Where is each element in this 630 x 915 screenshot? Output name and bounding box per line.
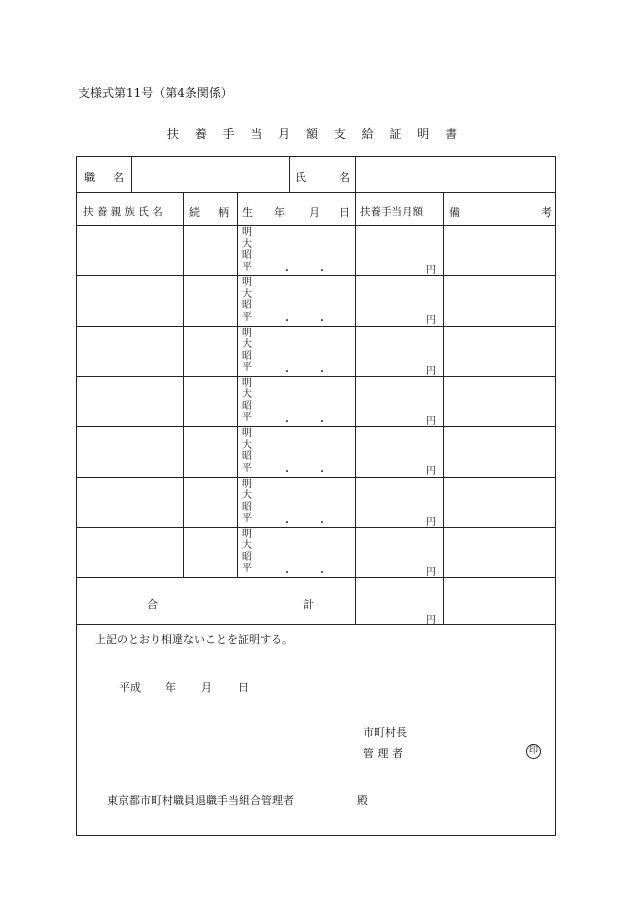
era-option: 明 — [242, 428, 252, 440]
relation-header-char: 柄 — [218, 206, 229, 219]
col-divider — [443, 192, 444, 624]
birthdate-header-char: 年 — [274, 206, 285, 219]
era-option: 昭 — [242, 350, 252, 362]
total-divider — [77, 624, 555, 625]
signer-title-administrator: 管 理 者 — [363, 747, 403, 760]
date-separator: ・ — [317, 266, 327, 277]
era-option: 明 — [242, 377, 252, 389]
row-divider — [77, 275, 555, 276]
date-month-unit: 月 — [201, 681, 212, 694]
yen-unit: 円 — [426, 466, 436, 478]
date-separator: ・ — [282, 567, 292, 579]
era-option: 昭 — [242, 501, 252, 513]
era-option: 平 — [242, 513, 252, 524]
name-label-char: 名 — [339, 171, 350, 184]
date-year-unit: 年 — [165, 681, 176, 694]
date-separator: ・ — [282, 467, 292, 479]
era-option: 平 — [242, 362, 252, 374]
form-number: 支様式第11号（第4条関係） — [78, 86, 233, 100]
row-divider — [77, 192, 555, 193]
col-divider — [289, 157, 290, 192]
era-option: 大 — [242, 238, 252, 250]
addressee-honorific: 殿 — [357, 794, 368, 807]
relation-header-char: 続 — [189, 206, 200, 219]
yen-unit: 円 — [426, 415, 436, 427]
date-separator: ・ — [282, 416, 292, 428]
era-option: 平 — [242, 563, 252, 575]
yen-unit: 円 — [426, 566, 436, 578]
col-divider — [355, 192, 356, 624]
era-option: 明 — [242, 277, 252, 289]
addressee: 東京都市町村職員退職手当組合管理者 — [107, 794, 294, 807]
col-divider — [131, 157, 132, 192]
date-separator: ・ — [317, 316, 327, 328]
row-divider — [77, 577, 555, 578]
certificate-form — [76, 156, 556, 836]
yen-unit: 円 — [426, 265, 436, 276]
era-options — [242, 328, 254, 374]
era-options — [242, 529, 254, 575]
document-title: 扶 養 手 当 月 額 支 給 証 明 書 — [166, 127, 464, 141]
seal-mark: 印 — [526, 744, 541, 759]
date-separator: ・ — [317, 567, 327, 579]
era-option: 昭 — [242, 400, 252, 412]
date-era: 平成 — [119, 681, 141, 694]
row-divider — [77, 376, 555, 377]
era-options — [242, 277, 254, 323]
col-divider — [237, 192, 238, 577]
yen-unit: 円 — [426, 315, 436, 327]
birthdate-header-char: 生 — [242, 206, 253, 219]
era-options — [242, 227, 254, 273]
birthdate-header-char: 月 — [309, 206, 320, 219]
date-separator: ・ — [282, 266, 292, 277]
era-option: 昭 — [242, 551, 252, 563]
job-title-label-char: 職 — [84, 171, 95, 184]
birthdate-header-char: 日 — [339, 206, 350, 219]
era-option: 大 — [242, 288, 252, 300]
name-label-char: 氏 — [295, 171, 306, 184]
era-option: 大 — [242, 389, 252, 401]
era-option: 明 — [242, 528, 252, 540]
row-divider — [77, 477, 555, 478]
date-separator: ・ — [282, 316, 292, 328]
era-option: 大 — [242, 540, 252, 552]
era-option: 明 — [242, 227, 252, 238]
job-title-label-char: 名 — [113, 171, 124, 184]
era-option: 大 — [242, 490, 252, 501]
row-divider — [77, 527, 555, 528]
col-divider — [355, 157, 356, 192]
total-yen-unit: 円 — [426, 615, 436, 626]
certification-statement: 上記のとおり相違ないことを証明する。 — [95, 633, 293, 646]
date-separator: ・ — [282, 517, 292, 529]
row-divider — [77, 426, 555, 427]
era-option: 昭 — [242, 300, 252, 312]
date-day-unit: 日 — [238, 681, 249, 694]
total-label-char: 計 — [303, 598, 314, 611]
allowance-header: 扶養手当月額 — [360, 206, 423, 218]
era-option: 昭 — [242, 250, 252, 261]
remarks-header-char: 考 — [541, 206, 552, 219]
date-separator: ・ — [282, 366, 292, 378]
signer-title-mayor: 市町村長 — [363, 726, 407, 739]
date-separator: ・ — [317, 366, 327, 378]
yen-unit: 円 — [426, 516, 436, 528]
era-options — [242, 378, 254, 424]
yen-unit: 円 — [426, 365, 436, 377]
col-divider — [183, 192, 184, 577]
era-option: 明 — [242, 327, 252, 339]
era-option: 平 — [242, 412, 252, 424]
era-option: 明 — [242, 478, 252, 490]
dependent-name-header: 扶 養 親 族 氏 名 — [83, 206, 163, 218]
era-option: 平 — [242, 261, 252, 273]
era-option: 平 — [242, 462, 252, 474]
era-options — [242, 428, 254, 474]
header-divider — [77, 225, 555, 226]
era-option: 昭 — [242, 451, 252, 463]
date-separator: ・ — [317, 517, 327, 529]
era-option: 大 — [242, 439, 252, 451]
era-options — [242, 479, 254, 525]
era-option: 大 — [242, 339, 252, 351]
date-separator: ・ — [317, 467, 327, 479]
row-divider — [77, 326, 555, 327]
remarks-header-char: 備 — [449, 206, 460, 219]
total-label-char: 合 — [147, 598, 158, 611]
date-separator: ・ — [317, 416, 327, 428]
era-option: 平 — [242, 311, 252, 323]
